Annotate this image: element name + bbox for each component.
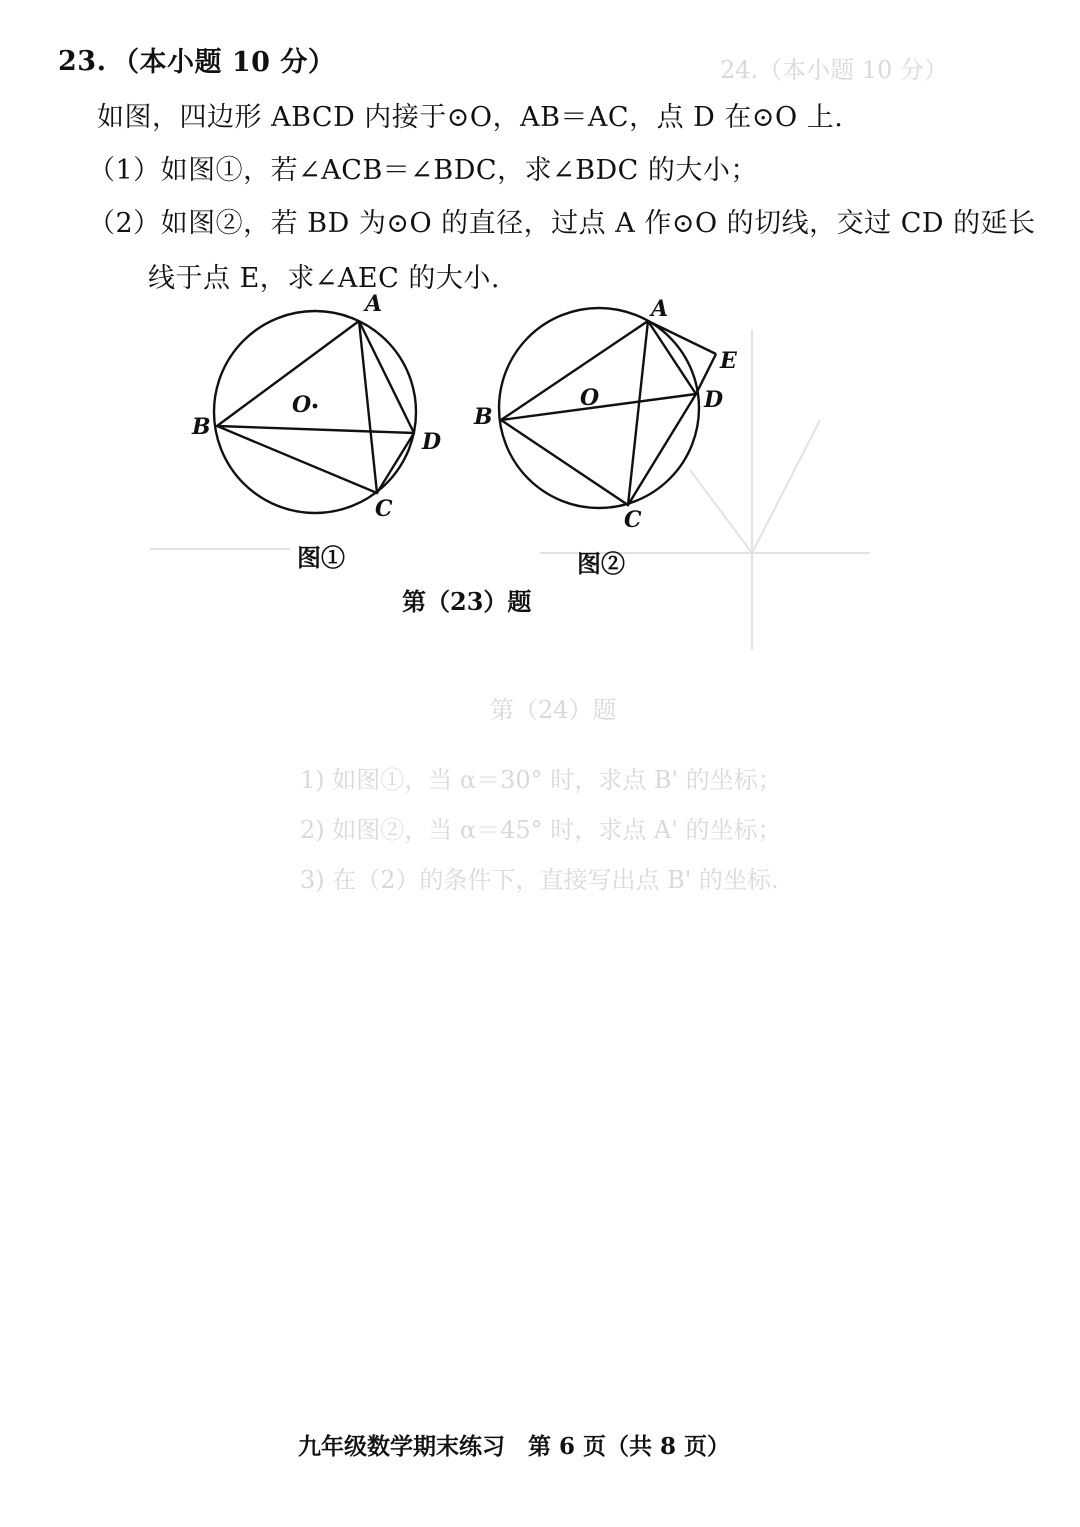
figure-2-label-A: A <box>651 296 669 322</box>
bleed-through-mark: 24.（本小题 10 分） <box>720 56 948 84</box>
figure-2-label-B: B <box>474 404 493 430</box>
figure-2-label-E: E <box>720 348 737 374</box>
figure-1-label-B: B <box>192 414 211 440</box>
question-part-2-line-2: 线于点 E，求∠AEC 的大小. <box>148 263 500 294</box>
bleed-through-mark: 1) 如图①，当 α＝30° 时，求点 B' 的坐标； <box>300 766 782 794</box>
figure-1-label-D: D <box>422 429 442 455</box>
bleed-through-mark: 3) 在（2）的条件下，直接写出点 B' 的坐标. <box>300 866 779 894</box>
question-points: （本小题 10 分） <box>112 47 336 78</box>
figure-2-label-D: D <box>704 387 724 413</box>
question-stem: 如图，四边形 ABCD 内接于⊙O，AB＝AC，点 D 在⊙O 上. <box>97 102 844 133</box>
figure-2-label-O: O <box>580 385 600 411</box>
figure-1-circle <box>214 311 416 513</box>
figure-1-center-dot <box>313 404 318 409</box>
figure-2-quadrilateral <box>501 321 696 505</box>
figure-1 <box>214 311 416 513</box>
problem-label: 第（23）题 <box>402 587 532 616</box>
question-number: 23. <box>58 46 107 77</box>
figure-1-caption: 图① <box>297 543 345 572</box>
figure-2 <box>499 308 716 508</box>
question-part-1: （1）如图①，若∠ACB＝∠BDC，求∠BDC 的大小； <box>88 155 758 186</box>
figure-2-caption: 图② <box>577 549 625 578</box>
bleed-through-mark: 2) 如图②，当 α＝45° 时，求点 A' 的坐标； <box>300 816 782 844</box>
question-part-2-line-1: （2）如图②，若 BD 为⊙O 的直径，过点 A 作⊙O 的切线，交过 CD 的延长 <box>88 208 1036 239</box>
figure-1-segment-BD <box>217 426 414 433</box>
figure-1-segment-AC <box>359 321 377 493</box>
figure-1-label-O: O <box>292 392 312 418</box>
page-footer: 九年级数学期末练习 第 6 页（共 8 页） <box>298 1433 731 1460</box>
bleed-through-mark: 第（24）题 <box>490 696 617 724</box>
figure-2-label-C: C <box>624 507 642 533</box>
figure-1-label-C: C <box>375 496 393 522</box>
figure-1-label-A: A <box>365 291 383 317</box>
